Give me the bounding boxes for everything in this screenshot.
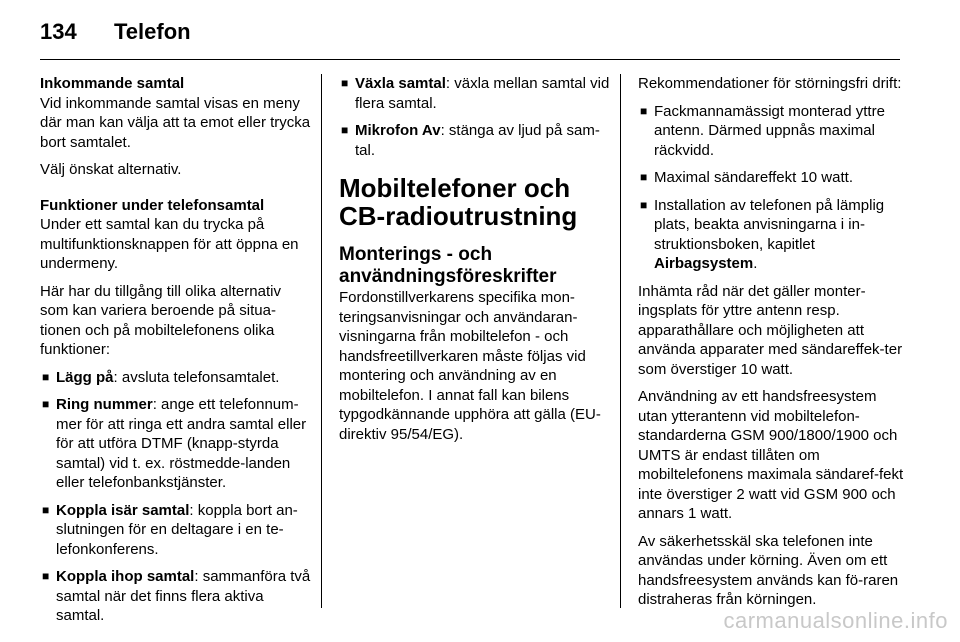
option-term: Koppla isär samtal	[56, 501, 190, 519]
recommendation-tail: .	[753, 255, 758, 272]
handsfree-standards-text: Användning av ett handsfreesystem utan ytterantenn vid mobiltelefon-standarderna GSM 900/1800/1900 och UMTS är endast tillåten om mobiltelefonens maximala sändaref-fekt inte överstiger 2 watt vid GSM 900 och annars 1 watt.	[638, 388, 904, 522]
choose-option-text: Välj önskat alternativ.	[40, 161, 182, 178]
column-divider	[321, 74, 322, 608]
bullet-icon: ■	[341, 123, 349, 137]
recommendations-list	[638, 102, 908, 274]
bullet-icon: ■	[42, 369, 50, 384]
list-item	[638, 196, 908, 274]
options-intro-text: Här har du tillgång till olika alternativ som kan variera beroende på situa-tionen och på mobiltelefonens olika funktioner:	[40, 282, 281, 358]
section-heading: Mobiltelefoner och CB-radioutrustning	[339, 173, 578, 231]
column-divider	[620, 74, 621, 608]
recommendation-text: Fackmannamässigt monterad yttre antenn. Därmed uppnås maximal räckvidd.	[654, 102, 885, 159]
option-desc: : koppla bort an-slutningen för en deltagare i en te-lefonkonferens.	[56, 501, 298, 558]
option-desc: : växla mellan samtal vid flera samtal.	[355, 75, 610, 112]
option-term: Lägg på	[56, 368, 114, 386]
bullet-icon: ■	[341, 76, 349, 90]
page-number: 134	[40, 19, 77, 44]
list-item	[40, 567, 312, 626]
call-functions-text: Under ett samtal kan du trycka på multifunktionsknappen för att öppna en undermeny.	[40, 216, 299, 272]
bullet-icon: ■	[42, 569, 50, 583]
list-item	[638, 168, 908, 188]
option-term: Koppla ihop samtal	[56, 568, 195, 585]
option-term: Ring nummer	[56, 396, 153, 413]
safety-text: Av säkerhetsskäl ska telefonen inte användas under körning. Även om ett handsfreesystem används kan fö-raren distraheras från körningen.	[638, 532, 899, 608]
bullet-icon: ■	[640, 170, 648, 184]
watermark: carmanualsonline.info	[723, 608, 948, 633]
recommendation-text: Installation av telefonen på lämplig plats, beakta anvisningarna i in-struktionsboken, kapitlet	[654, 196, 885, 253]
incoming-calls-text: Vid inkommande samtal visas en meny där man kan välja att ta emot eller trycka bort samtalet.	[40, 94, 311, 151]
bullet-icon: ■	[640, 103, 648, 118]
option-desc: : stänga av ljud på sam-tal.	[355, 122, 600, 159]
bullet-icon: ■	[640, 197, 648, 212]
option-desc: : avsluta telefonsamtalet.	[113, 368, 280, 386]
list-item	[40, 395, 312, 493]
recommendations-intro: Rekommendationer för störningsfri drift:	[638, 75, 902, 92]
list-item	[339, 74, 611, 113]
list-item	[40, 368, 312, 388]
column-3	[638, 74, 908, 618]
list-item	[40, 501, 312, 560]
antenna-advice-text: Inhämta råd när det gäller monter-ingsplats för yttre antenn resp. apparathållare och möjligheten att använda apparater med sändareffek-ter som överstiger 10 watt.	[638, 282, 903, 378]
list-item	[638, 102, 908, 161]
sub-heading: Monterings - och användningsföreskrifter	[339, 244, 557, 287]
option-term: Växla samtal	[355, 75, 446, 92]
incoming-calls-heading: Inkommande samtal	[40, 75, 185, 92]
option-desc: : sammanföra två samtal när det finns flera aktiva samtal.	[56, 568, 311, 624]
page-header	[40, 14, 191, 50]
bullet-icon: ■	[42, 397, 50, 411]
option-term: Mikrofon Av	[355, 122, 441, 139]
header-rule	[40, 59, 900, 60]
call-options-list	[40, 368, 312, 626]
chapter-reference: Airbagsystem	[654, 255, 754, 272]
installation-text: Fordonstillverkarens specifika mon-teringsanvisningar och användaran-visningarna från mobiltelefon - och handsfreetillverkaren måste följas vid montering och användning av en mobiltelefon. I annat fall kan bilens typgodkännande upphöra att gälla (EU-direktiv 95/54/EG).	[339, 289, 601, 443]
option-desc: : ange ett telefonnum-mer för att ringa ett andra samtal eller för att utföra DTMF (knapp-styrda samtal) vid t. ex. röstmedde-landen eller telefonbankstjänster.	[56, 396, 307, 491]
bullet-icon: ■	[42, 502, 50, 517]
call-functions-heading: Funktioner under telefonsamtal	[40, 196, 265, 214]
recommendation-text: Maximal sändareffekt 10 watt.	[654, 169, 853, 186]
list-item	[339, 121, 611, 160]
call-options-list-continued	[339, 74, 611, 160]
column-1	[40, 74, 312, 634]
column-2	[339, 74, 611, 452]
page-title: Telefon	[114, 19, 191, 44]
